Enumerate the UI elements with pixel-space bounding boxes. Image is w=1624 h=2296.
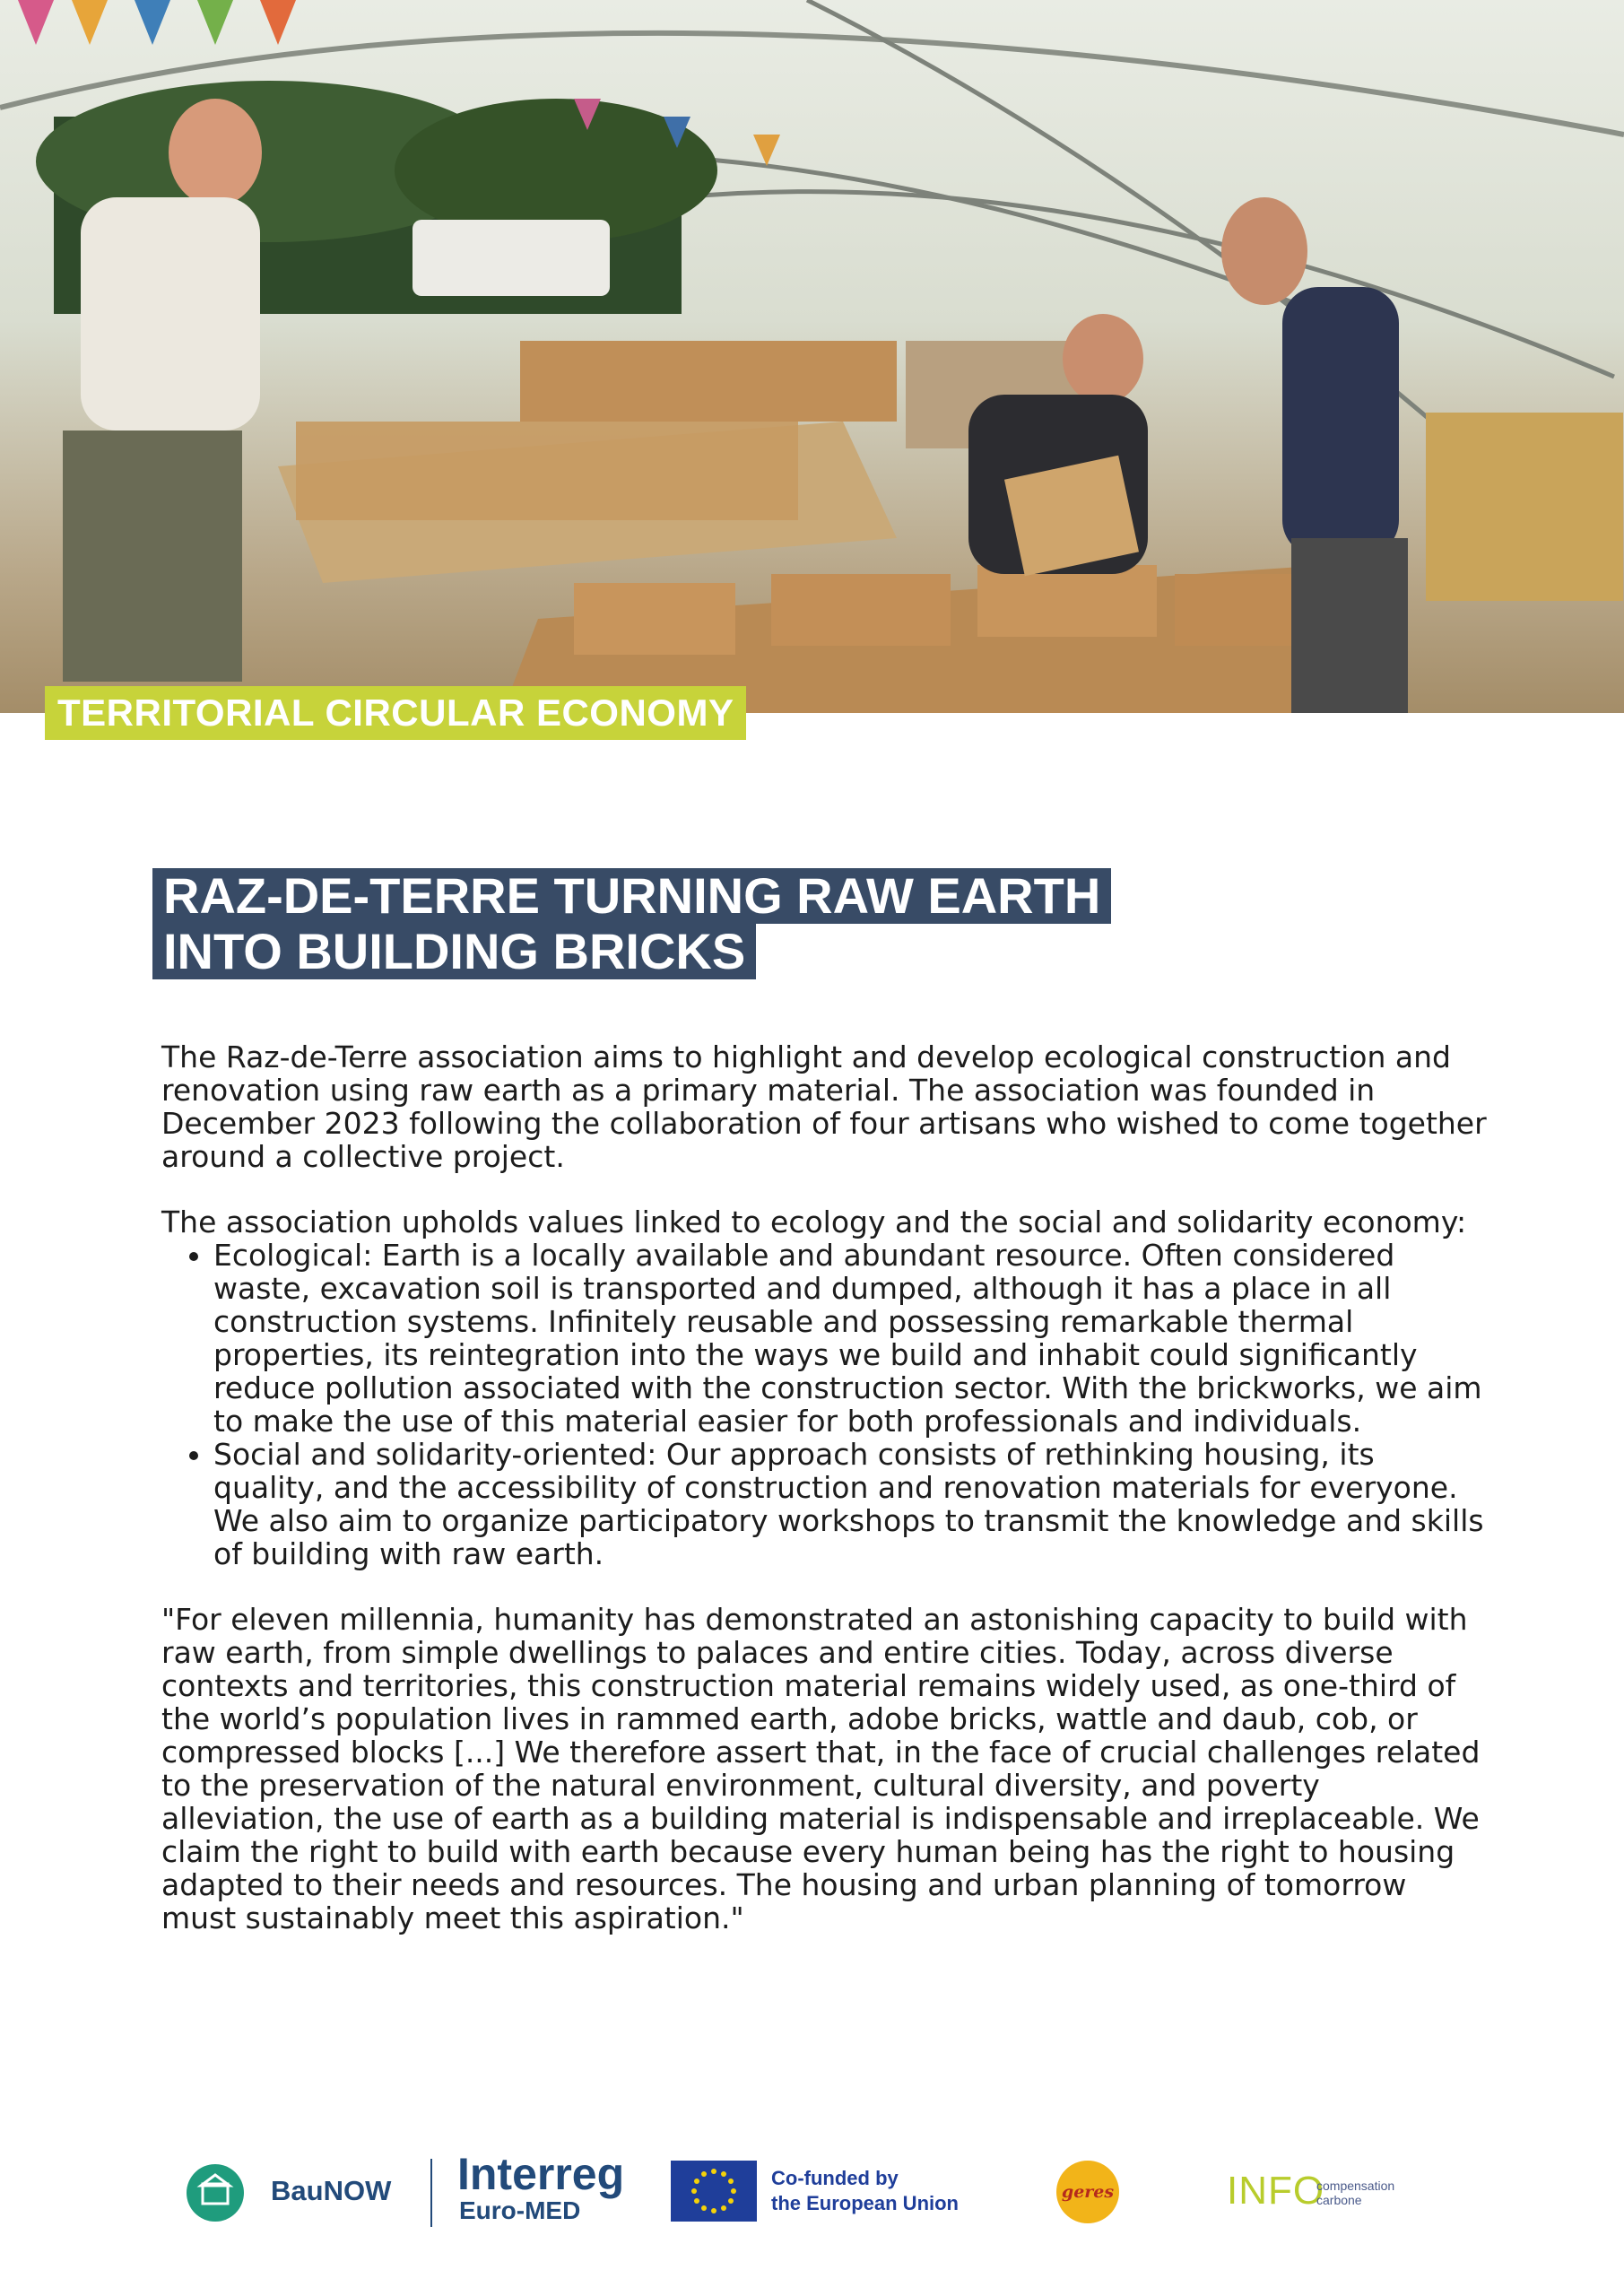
page-title	[152, 868, 1111, 979]
cofunded-line-1: Co-funded by	[771, 2167, 899, 2189]
article-body	[161, 1040, 1489, 1967]
hero-illustration	[0, 0, 1624, 713]
intro-paragraph: The Raz-de-Terre association aims to highlight and develop ecological construction and renovation using raw earth as a primary material. The association was founded in December 2023 following the collaboration of four artisans who wished to come together around a collective project.	[161, 1039, 1487, 1174]
section-tag: TERRITORIAL CIRCULAR ECONOMY	[45, 686, 746, 740]
logo-divider	[430, 2159, 432, 2227]
info-sub-line-2: carbone	[1316, 2193, 1362, 2207]
interreg-logo: Interreg	[457, 2149, 625, 2199]
list-item: • Social and solidarity-oriented: Our approach consists of rethinking housing, its quality, and the accessibility of construction and renovation materials for everyone. We also aim to organize participatory workshops to transmit the knowledge and skills of building with raw earth.	[213, 1438, 1489, 1570]
info-sub-line-1: compensation	[1316, 2179, 1395, 2193]
cofunded-line-2: the European Union	[771, 2192, 959, 2214]
values-list	[161, 1239, 1489, 1570]
footer-logos	[0, 2148, 1624, 2238]
info-subtitle	[1316, 2179, 1394, 2207]
baunow-logo: BauNOW	[271, 2175, 392, 2206]
baunow-icon	[187, 2164, 244, 2222]
euromed-label: Euro-MED	[459, 2196, 581, 2224]
hero-photo	[0, 0, 1624, 713]
list-item: • Ecological: Earth is a locally available and abundant resource. Often considered waste, excavation soil is transported and dumped, although it has a place in all construction systems. Infinitely reusable and possessing remarkable thermal properties, its reintegration into the ways we build and inhabit could significantly reduce pollution associated with the construction sector. With the brickworks, we aim to make the use of this material easier for both professionals and individuals.	[213, 1239, 1489, 1438]
geres-logo: geres	[1056, 2161, 1119, 2223]
quote-paragraph: "For eleven millennia, humanity has demonstrated an astonishing capacity to build with raw earth, from simple dwellings to palaces and entire cities. Today, across diverse contexts and territories, this construction material remains widely used, as one-third of the world’s population lives in rammed earth, adobe bricks, wattle and daub, cob, or compressed blocks [...] We therefore assert that, in the face of crucial challenges related to the preservation of the natural environment, cultural diversity, and poverty alleviation, the use of earth as a building material is indispensable and irreplaceable. We claim the right to build with earth because every human being has the right to housing adapted to their needs and resources. The housing and urban planning of tomorrow must sustainably meet this aspiration."	[161, 1602, 1481, 1935]
eu-flag-icon	[671, 2161, 757, 2222]
values-paragraph: The association upholds values linked to ecology and the social and solidarity economy:	[161, 1205, 1467, 1239]
info-logo: INFO	[1227, 2169, 1325, 2213]
title-line-1: RAZ-DE-TERRE TURNING RAW EARTH	[152, 868, 1111, 924]
title-line-2: INTO BUILDING BRICKS	[152, 924, 756, 979]
cofunded-label	[771, 2166, 959, 2216]
